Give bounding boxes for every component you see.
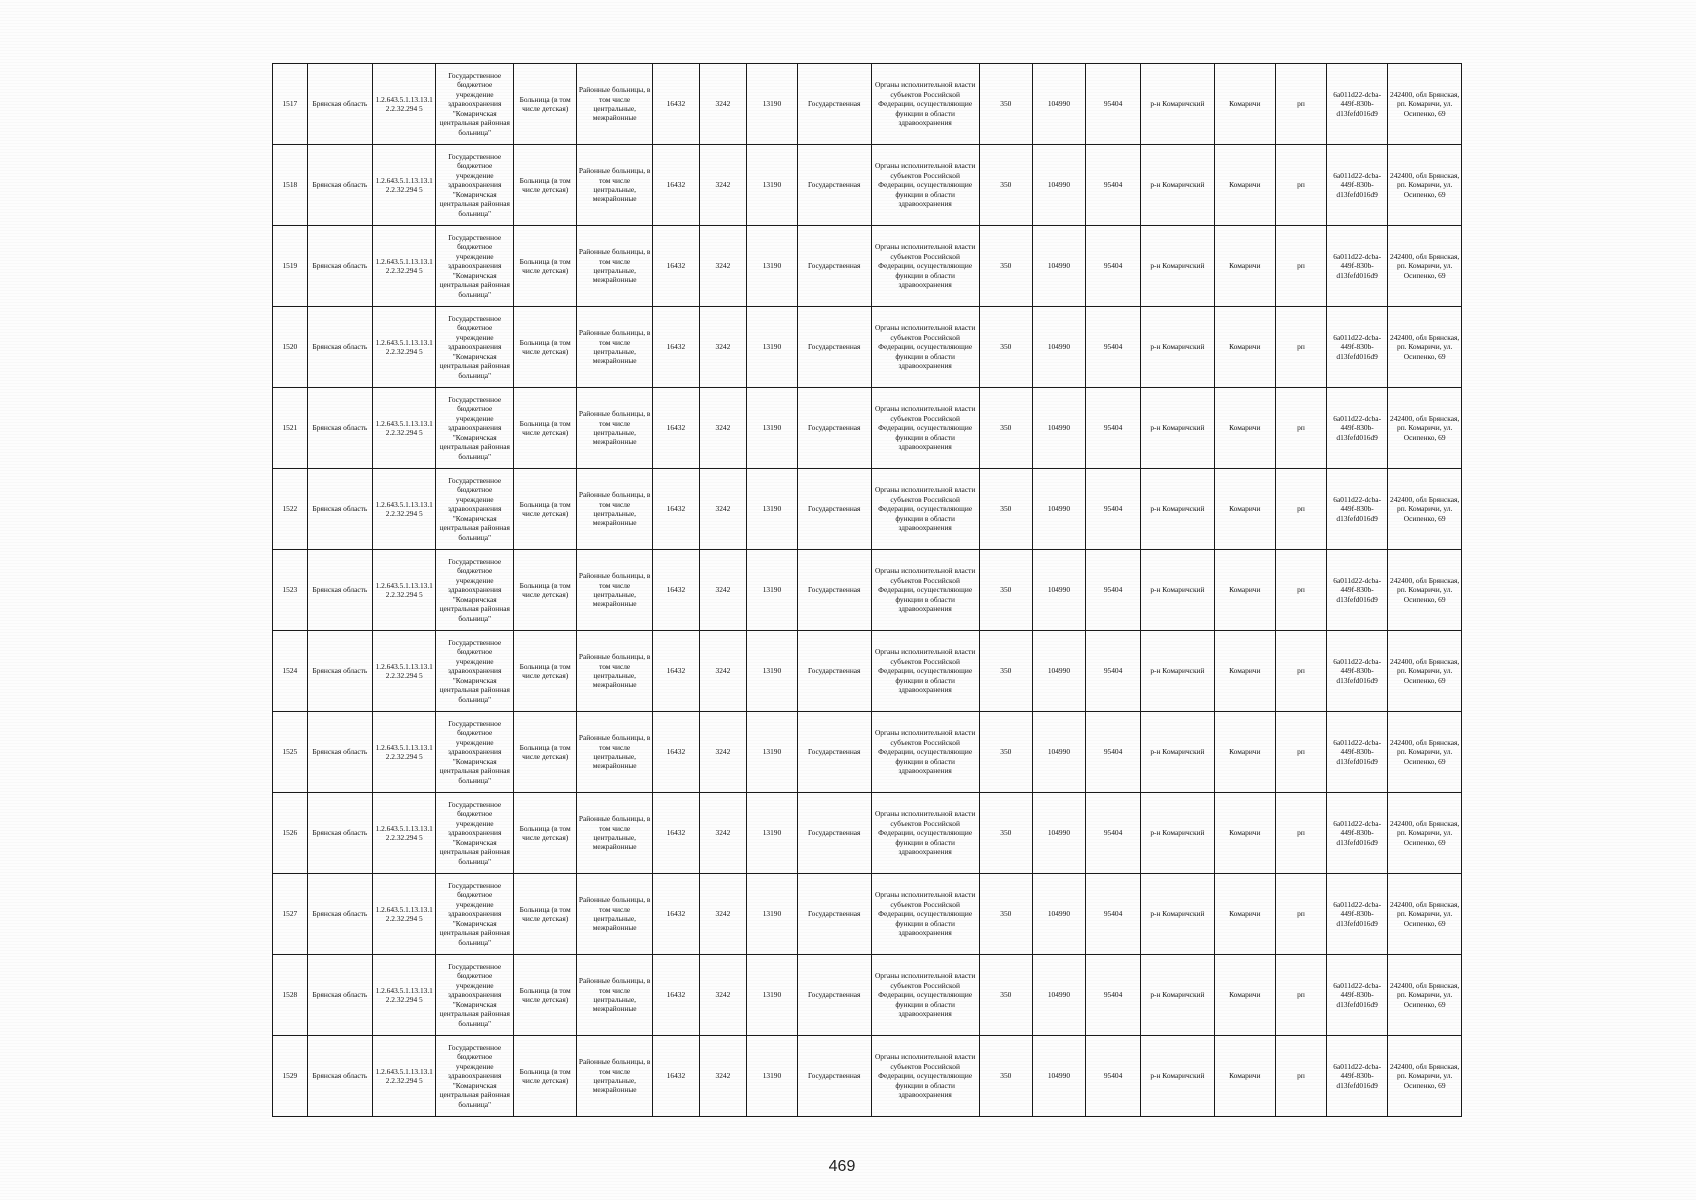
locality-type-cell: рп bbox=[1275, 550, 1326, 631]
facility-type-cell: Больница (в том числе детская) bbox=[514, 307, 577, 388]
value-cell-2: 3242 bbox=[699, 793, 746, 874]
registry-code-cell: 1.2.643.5.1.13.13.12.2.32.294 5 bbox=[373, 307, 436, 388]
value-cell-1: 16432 bbox=[652, 226, 699, 307]
facility-type-cell: Больница (в том числе детская) bbox=[514, 64, 577, 145]
locality-type-cell: рп bbox=[1275, 469, 1326, 550]
district-cell: р-н Комаричский bbox=[1141, 550, 1215, 631]
value-cell-6: 95404 bbox=[1085, 469, 1140, 550]
registry-code-cell: 1.2.643.5.1.13.13.12.2.32.294 5 bbox=[373, 712, 436, 793]
value-cell-4: 350 bbox=[979, 874, 1032, 955]
organization-name-cell: Государственное бюджетное учреждение здравоохранения "Комаричская центральная районная больница" bbox=[436, 226, 514, 307]
address-cell: 242400, обл Брянская, рп. Комаричи, ул. Осипенко, 69 bbox=[1388, 793, 1462, 874]
value-cell-5: 104990 bbox=[1032, 793, 1085, 874]
value-cell-1: 16432 bbox=[652, 307, 699, 388]
value-cell-1: 16432 bbox=[652, 550, 699, 631]
value-cell-3: 13190 bbox=[746, 226, 797, 307]
ownership-cell: Государственная bbox=[797, 955, 871, 1036]
row-index: 1526 bbox=[273, 793, 308, 874]
value-cell-2: 3242 bbox=[699, 712, 746, 793]
value-cell-5: 104990 bbox=[1032, 226, 1085, 307]
registry-code-cell: 1.2.643.5.1.13.13.12.2.32.294 5 bbox=[373, 631, 436, 712]
value-cell-2: 3242 bbox=[699, 874, 746, 955]
ownership-cell: Государственная bbox=[797, 874, 871, 955]
table-row bbox=[273, 550, 1462, 631]
value-cell-2: 3242 bbox=[699, 145, 746, 226]
organization-name-cell: Государственное бюджетное учреждение здравоохранения "Комаричская центральная районная больница" bbox=[436, 1036, 514, 1117]
region-cell: Брянская область bbox=[307, 874, 372, 955]
value-cell-3: 13190 bbox=[746, 550, 797, 631]
district-cell: р-н Комаричский bbox=[1141, 793, 1215, 874]
authority-cell: Органы исполнительной власти субъектов Российской Федерации, осуществляющие функции в области здравоохранения bbox=[871, 550, 979, 631]
value-cell-5: 104990 bbox=[1032, 469, 1085, 550]
guid-cell: 6a011d22-dcba-449f-830b-d13fefd016d9 bbox=[1327, 307, 1388, 388]
address-cell: 242400, обл Брянская, рп. Комаричи, ул. Осипенко, 69 bbox=[1388, 388, 1462, 469]
organization-name-cell: Государственное бюджетное учреждение здравоохранения "Комаричская центральная районная больница" bbox=[436, 955, 514, 1036]
locality-cell: Комаричи bbox=[1214, 631, 1275, 712]
address-cell: 242400, обл Брянская, рп. Комаричи, ул. Осипенко, 69 bbox=[1388, 631, 1462, 712]
locality-cell: Комаричи bbox=[1214, 64, 1275, 145]
address-cell: 242400, обл Брянская, рп. Комаричи, ул. Осипенко, 69 bbox=[1388, 955, 1462, 1036]
value-cell-2: 3242 bbox=[699, 307, 746, 388]
authority-cell: Органы исполнительной власти субъектов Российской Федерации, осуществляющие функции в области здравоохранения bbox=[871, 469, 979, 550]
organization-name-cell: Государственное бюджетное учреждение здравоохранения "Комаричская центральная районная больница" bbox=[436, 712, 514, 793]
value-cell-4: 350 bbox=[979, 1036, 1032, 1117]
facility-subtype-cell: Районные больницы, в том числе центральные, межрайонные bbox=[577, 1036, 653, 1117]
guid-cell: 6a011d22-dcba-449f-830b-d13fefd016d9 bbox=[1327, 388, 1388, 469]
table-row bbox=[273, 793, 1462, 874]
facility-subtype-cell: Районные больницы, в том числе центральные, межрайонные bbox=[577, 955, 653, 1036]
row-index: 1527 bbox=[273, 874, 308, 955]
value-cell-2: 3242 bbox=[699, 469, 746, 550]
region-cell: Брянская область bbox=[307, 307, 372, 388]
authority-cell: Органы исполнительной власти субъектов Российской Федерации, осуществляющие функции в области здравоохранения bbox=[871, 874, 979, 955]
authority-cell: Органы исполнительной власти субъектов Российской Федерации, осуществляющие функции в области здравоохранения bbox=[871, 307, 979, 388]
registry-code-cell: 1.2.643.5.1.13.13.12.2.32.294 5 bbox=[373, 1036, 436, 1117]
guid-cell: 6a011d22-dcba-449f-830b-d13fefd016d9 bbox=[1327, 631, 1388, 712]
region-cell: Брянская область bbox=[307, 388, 372, 469]
registry-code-cell: 1.2.643.5.1.13.13.12.2.32.294 5 bbox=[373, 550, 436, 631]
locality-type-cell: рп bbox=[1275, 793, 1326, 874]
facility-type-cell: Больница (в том числе детская) bbox=[514, 712, 577, 793]
address-cell: 242400, обл Брянская, рп. Комаричи, ул. Осипенко, 69 bbox=[1388, 64, 1462, 145]
value-cell-3: 13190 bbox=[746, 874, 797, 955]
authority-cell: Органы исполнительной власти субъектов Российской Федерации, осуществляющие функции в области здравоохранения bbox=[871, 145, 979, 226]
row-index: 1529 bbox=[273, 1036, 308, 1117]
ownership-cell: Государственная bbox=[797, 550, 871, 631]
value-cell-6: 95404 bbox=[1085, 307, 1140, 388]
facility-subtype-cell: Районные больницы, в том числе центральные, межрайонные bbox=[577, 388, 653, 469]
district-cell: р-н Комаричский bbox=[1141, 307, 1215, 388]
value-cell-6: 95404 bbox=[1085, 64, 1140, 145]
value-cell-4: 350 bbox=[979, 631, 1032, 712]
district-cell: р-н Комаричский bbox=[1141, 874, 1215, 955]
value-cell-3: 13190 bbox=[746, 955, 797, 1036]
guid-cell: 6a011d22-dcba-449f-830b-d13fefd016d9 bbox=[1327, 1036, 1388, 1117]
value-cell-1: 16432 bbox=[652, 64, 699, 145]
guid-cell: 6a011d22-dcba-449f-830b-d13fefd016d9 bbox=[1327, 712, 1388, 793]
region-cell: Брянская область bbox=[307, 631, 372, 712]
row-index: 1519 bbox=[273, 226, 308, 307]
value-cell-1: 16432 bbox=[652, 712, 699, 793]
region-cell: Брянская область bbox=[307, 955, 372, 1036]
district-cell: р-н Комаричский bbox=[1141, 145, 1215, 226]
authority-cell: Органы исполнительной власти субъектов Российской Федерации, осуществляющие функции в области здравоохранения bbox=[871, 793, 979, 874]
facility-type-cell: Больница (в том числе детская) bbox=[514, 955, 577, 1036]
value-cell-1: 16432 bbox=[652, 388, 699, 469]
value-cell-4: 350 bbox=[979, 793, 1032, 874]
row-index: 1528 bbox=[273, 955, 308, 1036]
guid-cell: 6a011d22-dcba-449f-830b-d13fefd016d9 bbox=[1327, 550, 1388, 631]
organization-name-cell: Государственное бюджетное учреждение здравоохранения "Комаричская центральная районная больница" bbox=[436, 874, 514, 955]
registry-code-cell: 1.2.643.5.1.13.13.12.2.32.294 5 bbox=[373, 874, 436, 955]
value-cell-4: 350 bbox=[979, 226, 1032, 307]
value-cell-4: 350 bbox=[979, 388, 1032, 469]
locality-type-cell: рп bbox=[1275, 145, 1326, 226]
facility-type-cell: Больница (в том числе детская) bbox=[514, 550, 577, 631]
authority-cell: Органы исполнительной власти субъектов Российской Федерации, осуществляющие функции в области здравоохранения bbox=[871, 955, 979, 1036]
locality-cell: Комаричи bbox=[1214, 388, 1275, 469]
ownership-cell: Государственная bbox=[797, 388, 871, 469]
value-cell-6: 95404 bbox=[1085, 712, 1140, 793]
facility-type-cell: Больница (в том числе детская) bbox=[514, 631, 577, 712]
guid-cell: 6a011d22-dcba-449f-830b-d13fefd016d9 bbox=[1327, 469, 1388, 550]
value-cell-5: 104990 bbox=[1032, 874, 1085, 955]
value-cell-3: 13190 bbox=[746, 388, 797, 469]
locality-cell: Комаричи bbox=[1214, 307, 1275, 388]
facility-type-cell: Больница (в том числе детская) bbox=[514, 145, 577, 226]
value-cell-6: 95404 bbox=[1085, 226, 1140, 307]
registry-code-cell: 1.2.643.5.1.13.13.12.2.32.294 5 bbox=[373, 145, 436, 226]
value-cell-1: 16432 bbox=[652, 145, 699, 226]
authority-cell: Органы исполнительной власти субъектов Российской Федерации, осуществляющие функции в области здравоохранения bbox=[871, 712, 979, 793]
facility-type-cell: Больница (в том числе детская) bbox=[514, 793, 577, 874]
value-cell-5: 104990 bbox=[1032, 550, 1085, 631]
address-cell: 242400, обл Брянская, рп. Комаричи, ул. Осипенко, 69 bbox=[1388, 550, 1462, 631]
region-cell: Брянская область bbox=[307, 226, 372, 307]
value-cell-5: 104990 bbox=[1032, 307, 1085, 388]
district-cell: р-н Комаричский bbox=[1141, 631, 1215, 712]
organization-name-cell: Государственное бюджетное учреждение здравоохранения "Комаричская центральная районная больница" bbox=[436, 469, 514, 550]
ownership-cell: Государственная bbox=[797, 469, 871, 550]
facility-subtype-cell: Районные больницы, в том числе центральные, межрайонные bbox=[577, 874, 653, 955]
table-row bbox=[273, 145, 1462, 226]
value-cell-4: 350 bbox=[979, 712, 1032, 793]
row-index: 1517 bbox=[273, 64, 308, 145]
ownership-cell: Государственная bbox=[797, 64, 871, 145]
guid-cell: 6a011d22-dcba-449f-830b-d13fefd016d9 bbox=[1327, 226, 1388, 307]
locality-type-cell: рп bbox=[1275, 64, 1326, 145]
facility-subtype-cell: Районные больницы, в том числе центральные, межрайонные bbox=[577, 145, 653, 226]
guid-cell: 6a011d22-dcba-449f-830b-d13fefd016d9 bbox=[1327, 793, 1388, 874]
locality-cell: Комаричи bbox=[1214, 955, 1275, 1036]
value-cell-6: 95404 bbox=[1085, 631, 1140, 712]
value-cell-5: 104990 bbox=[1032, 1036, 1085, 1117]
value-cell-3: 13190 bbox=[746, 631, 797, 712]
facility-subtype-cell: Районные больницы, в том числе центральные, межрайонные bbox=[577, 550, 653, 631]
table-row bbox=[273, 469, 1462, 550]
value-cell-5: 104990 bbox=[1032, 64, 1085, 145]
facility-subtype-cell: Районные больницы, в том числе центральные, межрайонные bbox=[577, 793, 653, 874]
organization-name-cell: Государственное бюджетное учреждение здравоохранения "Комаричская центральная районная больница" bbox=[436, 145, 514, 226]
locality-cell: Комаричи bbox=[1214, 712, 1275, 793]
address-cell: 242400, обл Брянская, рп. Комаричи, ул. Осипенко, 69 bbox=[1388, 1036, 1462, 1117]
row-index: 1521 bbox=[273, 388, 308, 469]
locality-cell: Комаричи bbox=[1214, 793, 1275, 874]
facility-subtype-cell: Районные больницы, в том числе центральные, межрайонные bbox=[577, 307, 653, 388]
facility-type-cell: Больница (в том числе детская) bbox=[514, 226, 577, 307]
region-cell: Брянская область bbox=[307, 550, 372, 631]
value-cell-3: 13190 bbox=[746, 1036, 797, 1117]
locality-cell: Комаричи bbox=[1214, 469, 1275, 550]
value-cell-4: 350 bbox=[979, 955, 1032, 1036]
region-cell: Брянская область bbox=[307, 145, 372, 226]
value-cell-6: 95404 bbox=[1085, 388, 1140, 469]
organization-name-cell: Государственное бюджетное учреждение здравоохранения "Комаричская центральная районная больница" bbox=[436, 307, 514, 388]
facility-type-cell: Больница (в том числе детская) bbox=[514, 469, 577, 550]
table-row bbox=[273, 388, 1462, 469]
value-cell-1: 16432 bbox=[652, 469, 699, 550]
row-index: 1525 bbox=[273, 712, 308, 793]
locality-type-cell: рп bbox=[1275, 388, 1326, 469]
locality-type-cell: рп bbox=[1275, 226, 1326, 307]
ownership-cell: Государственная bbox=[797, 307, 871, 388]
locality-type-cell: рп bbox=[1275, 955, 1326, 1036]
ownership-cell: Государственная bbox=[797, 226, 871, 307]
registry-table bbox=[272, 63, 1462, 1117]
value-cell-2: 3242 bbox=[699, 550, 746, 631]
organization-name-cell: Государственное бюджетное учреждение здравоохранения "Комаричская центральная районная больница" bbox=[436, 793, 514, 874]
value-cell-6: 95404 bbox=[1085, 550, 1140, 631]
table-row bbox=[273, 307, 1462, 388]
value-cell-2: 3242 bbox=[699, 631, 746, 712]
value-cell-5: 104990 bbox=[1032, 388, 1085, 469]
address-cell: 242400, обл Брянская, рп. Комаричи, ул. Осипенко, 69 bbox=[1388, 712, 1462, 793]
value-cell-4: 350 bbox=[979, 469, 1032, 550]
table-row bbox=[273, 874, 1462, 955]
guid-cell: 6a011d22-dcba-449f-830b-d13fefd016d9 bbox=[1327, 64, 1388, 145]
value-cell-6: 95404 bbox=[1085, 793, 1140, 874]
region-cell: Брянская область bbox=[307, 1036, 372, 1117]
row-index: 1524 bbox=[273, 631, 308, 712]
authority-cell: Органы исполнительной власти субъектов Российской Федерации, осуществляющие функции в области здравоохранения bbox=[871, 1036, 979, 1117]
value-cell-3: 13190 bbox=[746, 712, 797, 793]
facility-type-cell: Больница (в том числе детская) bbox=[514, 1036, 577, 1117]
guid-cell: 6a011d22-dcba-449f-830b-d13fefd016d9 bbox=[1327, 874, 1388, 955]
value-cell-4: 350 bbox=[979, 307, 1032, 388]
authority-cell: Органы исполнительной власти субъектов Российской Федерации, осуществляющие функции в области здравоохранения bbox=[871, 388, 979, 469]
facility-subtype-cell: Районные больницы, в том числе центральные, межрайонные bbox=[577, 712, 653, 793]
registry-code-cell: 1.2.643.5.1.13.13.12.2.32.294 5 bbox=[373, 955, 436, 1036]
authority-cell: Органы исполнительной власти субъектов Российской Федерации, осуществляющие функции в области здравоохранения bbox=[871, 631, 979, 712]
ownership-cell: Государственная bbox=[797, 631, 871, 712]
table-row bbox=[273, 955, 1462, 1036]
locality-cell: Комаричи bbox=[1214, 145, 1275, 226]
facility-subtype-cell: Районные больницы, в том числе центральные, межрайонные bbox=[577, 226, 653, 307]
locality-cell: Комаричи bbox=[1214, 874, 1275, 955]
value-cell-6: 95404 bbox=[1085, 955, 1140, 1036]
ownership-cell: Государственная bbox=[797, 793, 871, 874]
district-cell: р-н Комаричский bbox=[1141, 388, 1215, 469]
district-cell: р-н Комаричский bbox=[1141, 1036, 1215, 1117]
row-index: 1523 bbox=[273, 550, 308, 631]
value-cell-1: 16432 bbox=[652, 631, 699, 712]
district-cell: р-н Комаричский bbox=[1141, 712, 1215, 793]
region-cell: Брянская область bbox=[307, 793, 372, 874]
value-cell-2: 3242 bbox=[699, 1036, 746, 1117]
value-cell-2: 3242 bbox=[699, 955, 746, 1036]
value-cell-1: 16432 bbox=[652, 1036, 699, 1117]
locality-cell: Комаричи bbox=[1214, 1036, 1275, 1117]
table-row bbox=[273, 226, 1462, 307]
value-cell-3: 13190 bbox=[746, 793, 797, 874]
table-row bbox=[273, 631, 1462, 712]
row-index: 1518 bbox=[273, 145, 308, 226]
district-cell: р-н Комаричский bbox=[1141, 226, 1215, 307]
guid-cell: 6a011d22-dcba-449f-830b-d13fefd016d9 bbox=[1327, 145, 1388, 226]
value-cell-2: 3242 bbox=[699, 226, 746, 307]
organization-name-cell: Государственное бюджетное учреждение здравоохранения "Комаричская центральная районная больница" bbox=[436, 550, 514, 631]
authority-cell: Органы исполнительной власти субъектов Российской Федерации, осуществляющие функции в области здравоохранения bbox=[871, 226, 979, 307]
locality-type-cell: рп bbox=[1275, 631, 1326, 712]
registry-rows bbox=[273, 64, 1462, 1117]
ownership-cell: Государственная bbox=[797, 712, 871, 793]
locality-type-cell: рп bbox=[1275, 712, 1326, 793]
page-number: 469 bbox=[828, 1158, 856, 1175]
locality-cell: Комаричи bbox=[1214, 226, 1275, 307]
facility-subtype-cell: Районные больницы, в том числе центральные, межрайонные bbox=[577, 64, 653, 145]
value-cell-2: 3242 bbox=[699, 388, 746, 469]
value-cell-2: 3242 bbox=[699, 64, 746, 145]
guid-cell: 6a011d22-dcba-449f-830b-d13fefd016d9 bbox=[1327, 955, 1388, 1036]
value-cell-4: 350 bbox=[979, 145, 1032, 226]
registry-code-cell: 1.2.643.5.1.13.13.12.2.32.294 5 bbox=[373, 64, 436, 145]
value-cell-5: 104990 bbox=[1032, 145, 1085, 226]
value-cell-6: 95404 bbox=[1085, 1036, 1140, 1117]
value-cell-3: 13190 bbox=[746, 145, 797, 226]
value-cell-3: 13190 bbox=[746, 64, 797, 145]
value-cell-5: 104990 bbox=[1032, 631, 1085, 712]
region-cell: Брянская область bbox=[307, 712, 372, 793]
locality-type-cell: рп bbox=[1275, 1036, 1326, 1117]
organization-name-cell: Государственное бюджетное учреждение здравоохранения "Комаричская центральная районная больница" bbox=[436, 388, 514, 469]
value-cell-1: 16432 bbox=[652, 793, 699, 874]
value-cell-4: 350 bbox=[979, 64, 1032, 145]
address-cell: 242400, обл Брянская, рп. Комаричи, ул. Осипенко, 69 bbox=[1388, 469, 1462, 550]
registry-code-cell: 1.2.643.5.1.13.13.12.2.32.294 5 bbox=[373, 226, 436, 307]
table-row bbox=[273, 1036, 1462, 1117]
region-cell: Брянская область bbox=[307, 469, 372, 550]
facility-type-cell: Больница (в том числе детская) bbox=[514, 388, 577, 469]
value-cell-1: 16432 bbox=[652, 955, 699, 1036]
ownership-cell: Государственная bbox=[797, 1036, 871, 1117]
table-row bbox=[273, 712, 1462, 793]
district-cell: р-н Комаричский bbox=[1141, 64, 1215, 145]
address-cell: 242400, обл Брянская, рп. Комаричи, ул. Осипенко, 69 bbox=[1388, 145, 1462, 226]
value-cell-5: 104990 bbox=[1032, 955, 1085, 1036]
facility-type-cell: Больница (в том числе детская) bbox=[514, 874, 577, 955]
value-cell-6: 95404 bbox=[1085, 874, 1140, 955]
region-cell: Брянская область bbox=[307, 64, 372, 145]
locality-type-cell: рп bbox=[1275, 307, 1326, 388]
registry-code-cell: 1.2.643.5.1.13.13.12.2.32.294 5 bbox=[373, 793, 436, 874]
organization-name-cell: Государственное бюджетное учреждение здравоохранения "Комаричская центральная районная больница" bbox=[436, 631, 514, 712]
facility-subtype-cell: Районные больницы, в том числе центральные, межрайонные bbox=[577, 631, 653, 712]
locality-cell: Комаричи bbox=[1214, 550, 1275, 631]
row-index: 1522 bbox=[273, 469, 308, 550]
value-cell-4: 350 bbox=[979, 550, 1032, 631]
district-cell: р-н Комаричский bbox=[1141, 955, 1215, 1036]
locality-type-cell: рп bbox=[1275, 874, 1326, 955]
value-cell-6: 95404 bbox=[1085, 145, 1140, 226]
registry-code-cell: 1.2.643.5.1.13.13.12.2.32.294 5 bbox=[373, 388, 436, 469]
row-index: 1520 bbox=[273, 307, 308, 388]
ownership-cell: Государственная bbox=[797, 145, 871, 226]
facility-subtype-cell: Районные больницы, в том числе центральные, межрайонные bbox=[577, 469, 653, 550]
table-row bbox=[273, 64, 1462, 145]
address-cell: 242400, обл Брянская, рп. Комаричи, ул. Осипенко, 69 bbox=[1388, 226, 1462, 307]
value-cell-1: 16432 bbox=[652, 874, 699, 955]
registry-code-cell: 1.2.643.5.1.13.13.12.2.32.294 5 bbox=[373, 469, 436, 550]
value-cell-3: 13190 bbox=[746, 307, 797, 388]
organization-name-cell: Государственное бюджетное учреждение здравоохранения "Комаричская центральная районная больница" bbox=[436, 64, 514, 145]
authority-cell: Органы исполнительной власти субъектов Российской Федерации, осуществляющие функции в области здравоохранения bbox=[871, 64, 979, 145]
address-cell: 242400, обл Брянская, рп. Комаричи, ул. Осипенко, 69 bbox=[1388, 307, 1462, 388]
address-cell: 242400, обл Брянская, рп. Комаричи, ул. Осипенко, 69 bbox=[1388, 874, 1462, 955]
value-cell-5: 104990 bbox=[1032, 712, 1085, 793]
district-cell: р-н Комаричский bbox=[1141, 469, 1215, 550]
value-cell-3: 13190 bbox=[746, 469, 797, 550]
